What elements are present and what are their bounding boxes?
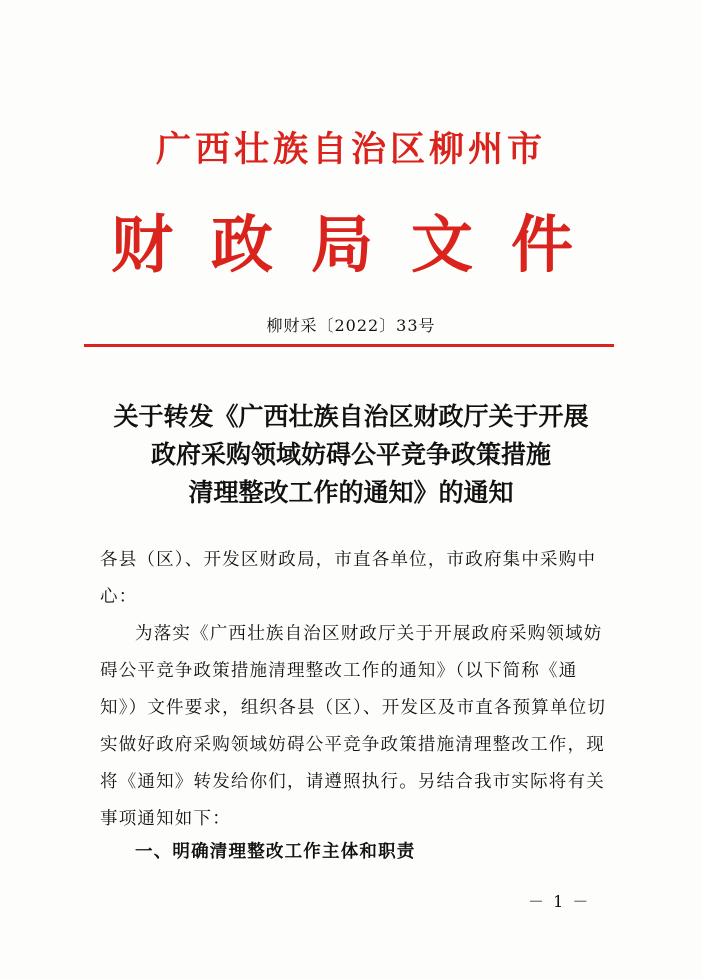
addressee: 各县（区）、开发区财政局，市直各单位，市政府集中采购中心： [100, 550, 597, 607]
document-title [0, 398, 702, 512]
issuer-line: 广西壮族自治区柳州市 [155, 129, 546, 170]
page-number: － 1 － [528, 892, 591, 911]
title-line-1: 关于转发《广西壮族自治区财政厅关于开展 [113, 402, 589, 431]
body-paragraph-1: 为落实《广西壮族自治区财政厅关于开展政府采购领域妨碍公平竞争政策措施清理整改工作的通知》（以下简称《通知》）文件要求，组织各县（区）、开发区及市直各预算单位切实做好政府采购领域妨碍公平竞争政策措施清理整改工作，现将《通知》转发给你们，请遵照执行。另结合我市实际将有关事项通知如下： [100, 624, 607, 829]
document-type-heading: 财政局文件 [110, 208, 611, 281]
title-line-3: 清理整改工作的通知》的通知 [188, 478, 514, 507]
red-separator-line [84, 344, 614, 347]
document-number: 柳财采〔2022〕33号 [266, 316, 436, 335]
title-line-2: 政府采购领域妨碍公平竞争政策措施 [150, 440, 551, 469]
section-heading-1: 一、明确清理整改工作主体和职责 [135, 842, 416, 862]
